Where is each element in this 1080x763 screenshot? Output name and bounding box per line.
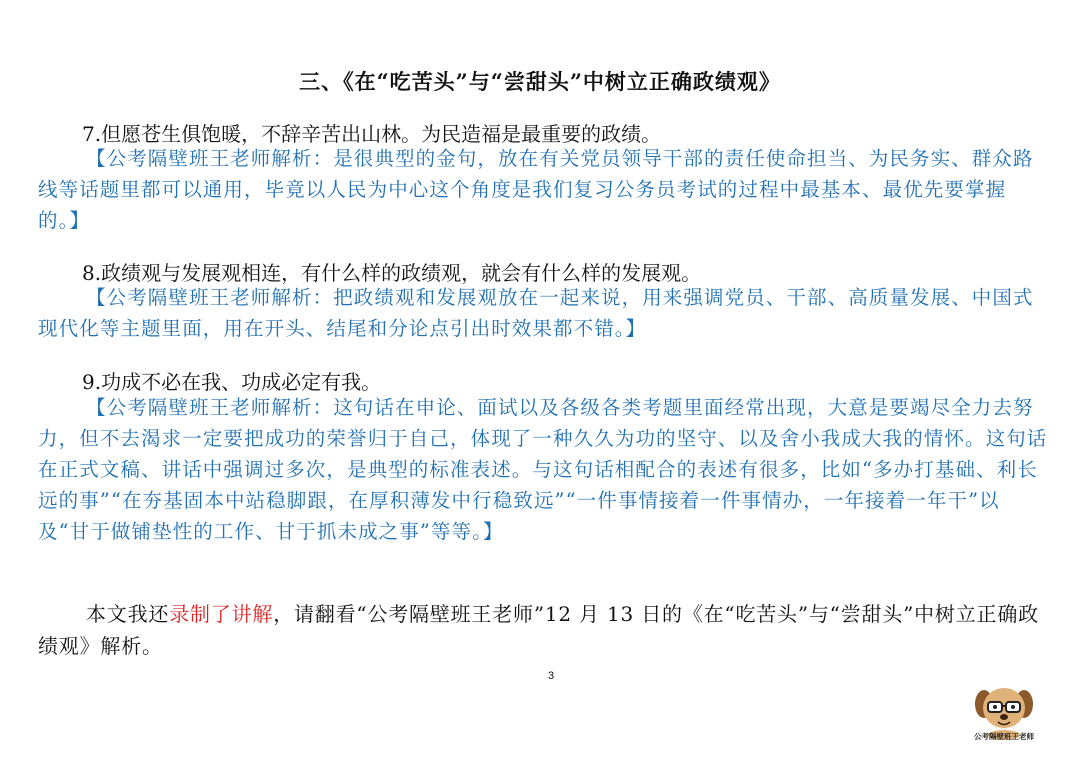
note-text-after: ，请翻看“公考隔壁班王老师”12 月 13 日的《在“吃苦头”与“尝甜头”中树立正确政绩观》解析。	[38, 602, 1039, 658]
analysis-8: 【公考隔壁班王老师解析：把政绩观和发展观放在一起来说，用来强调党员、干部、高质量发展、中国式现代化等主题里面，用在开头、结尾和分论点引出时效果都不错。】	[38, 286, 1034, 340]
quote-9: 9.功成不必在我、功成必定有我。	[82, 370, 382, 394]
note-highlight: 录制了讲解	[169, 602, 274, 626]
quote-8: 8.政绩观与发展观相连，有什么样的政绩观，就会有什么样的发展观。	[82, 261, 702, 285]
quote-7: 7.但愿苍生俱饱暖，不辞辛苦出山林。为民造福是最重要的政绩。	[82, 122, 662, 146]
note-text-before: 本文我还	[86, 602, 170, 626]
logo-caption: 公考隔壁班王老师	[974, 732, 1034, 741]
analysis-9: 【公考隔壁班王老师解析：这句话在申论、面试以及各级各类考题里面经常出现，大意是要竭尽全力去努力，但不去渴求一定要把成功的荣誉归于自己，体现了一种久久为功的坚守、以及舍小我成大我的情怀。这句话在正式文稿、讲话中强调过多次，是典型的标准表述。与这句话相配合的表述有很多，比如“多办打基础、利长远的事”“在夯基固本中站稳脚跟，在厚积薄发中行稳致远”“一件事情接着一件事情办，一年接着一年干”以及“甘于做铺垫性的工作、甘于抓未成之事”等等。】	[38, 396, 1048, 543]
section-title: 三、《在“吃苦头”与“尝甜头”中树立正确政绩观》	[299, 69, 781, 94]
page-number: 3	[547, 670, 555, 682]
recording-note	[38, 598, 1048, 662]
analysis-7: 【公考隔壁班王老师解析：是很典型的金句，放在有关党员领导干部的责任使命担当、为民务实、群众路线等话题里都可以通用，毕竟以人民为中心这个角度是我们复习公务员考试的过程中最基本、最优先要掌握的。】	[38, 147, 1034, 232]
